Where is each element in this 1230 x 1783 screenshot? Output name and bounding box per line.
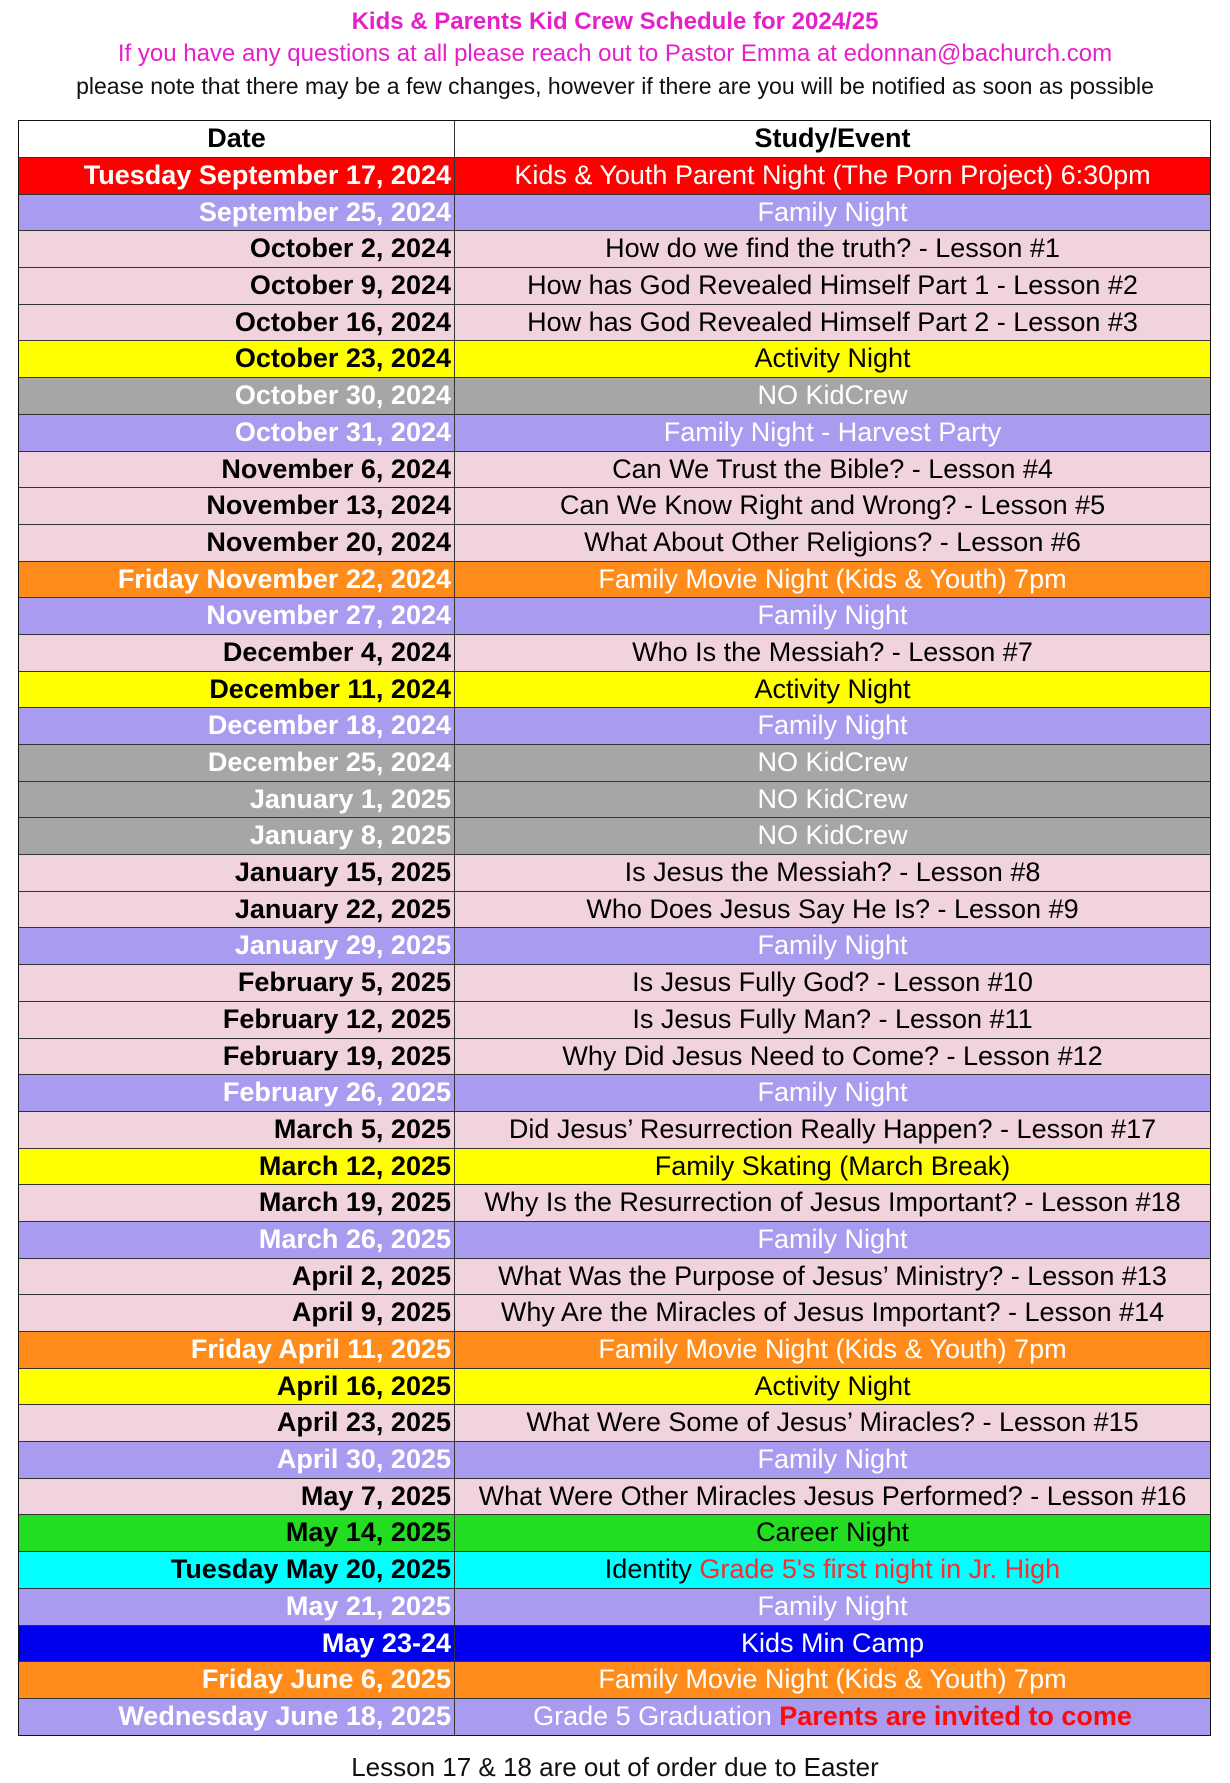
row-event	[455, 341, 1210, 377]
footer-note: Lesson 17 & 18 are out of order due to Easter	[351, 1752, 879, 1782]
row-event	[455, 1552, 1210, 1588]
row-event	[455, 635, 1210, 671]
table-row	[19, 744, 1210, 781]
row-event-text: Family Movie Night (Kids & Youth) 7pm	[598, 1334, 1067, 1364]
table-row	[19, 157, 1210, 194]
row-event-text: Is Jesus Fully Man? - Lesson #11	[632, 1003, 1033, 1034]
table-row	[19, 1331, 1210, 1368]
row-date: March 19, 2025	[19, 1185, 455, 1221]
row-event-text: Family Movie Night (Kids & Youth) 7pm	[598, 1664, 1067, 1695]
row-date: October 31, 2024	[19, 415, 455, 451]
row-event-highlight: Parents are invited to come	[779, 1700, 1132, 1731]
row-date: Wednesday June 18, 2025	[19, 1699, 455, 1735]
row-date: Tuesday September 17, 2024	[19, 158, 455, 194]
table-row	[19, 671, 1210, 708]
table-row	[19, 891, 1210, 928]
row-event	[455, 1589, 1210, 1625]
row-event	[455, 1332, 1210, 1368]
row-event-text: Did Jesus’ Resurrection Really Happen? - Lesson #17	[508, 1113, 1157, 1144]
row-date: April 2, 2025	[19, 1259, 455, 1295]
table-row	[19, 1184, 1210, 1221]
table-row	[19, 487, 1210, 524]
row-event	[455, 1295, 1210, 1331]
row-event-text: Activity Night	[754, 673, 911, 704]
row-event	[455, 818, 1210, 854]
row-date: January 29, 2025	[19, 928, 455, 964]
row-date: February 12, 2025	[19, 1002, 455, 1038]
row-date: December 4, 2024	[19, 635, 455, 671]
row-event-text: Is Jesus Fully God? - Lesson #10	[632, 967, 1033, 998]
table-row	[19, 561, 1210, 598]
table-row	[19, 1588, 1210, 1625]
row-event-text: Activity Night	[754, 1370, 911, 1401]
row-date: January 8, 2025	[19, 818, 455, 854]
row-event	[455, 1039, 1210, 1075]
row-event	[455, 1442, 1210, 1478]
row-date: December 18, 2024	[19, 708, 455, 744]
column-header-date: Date	[19, 121, 455, 157]
row-date: December 11, 2024	[19, 672, 455, 708]
row-event-text: Family Night	[757, 1077, 908, 1108]
row-event	[455, 452, 1210, 488]
row-event-text: Kids & Youth Parent Night (The Porn Project) 6:30pm	[514, 160, 1151, 190]
row-date: May 23-24	[19, 1626, 455, 1662]
row-event-text: Who Is the Messiah? - Lesson #7	[632, 636, 1033, 667]
row-event	[455, 415, 1210, 451]
row-date: November 13, 2024	[19, 488, 455, 524]
table-row	[19, 964, 1210, 1001]
table-row	[19, 267, 1210, 304]
table-row	[19, 1258, 1210, 1295]
table-row	[19, 194, 1210, 231]
row-event-text: Family Night - Harvest Party	[663, 416, 1002, 447]
row-event	[455, 1369, 1210, 1405]
row-date: October 9, 2024	[19, 268, 455, 304]
row-event-text: Family Night	[757, 1223, 908, 1254]
row-date: Friday November 22, 2024	[19, 562, 455, 598]
table-body	[19, 157, 1210, 1735]
row-event	[455, 708, 1210, 744]
table-row	[19, 597, 1210, 634]
row-event-text: Family Night	[757, 196, 908, 227]
row-event-text: Kids Min Camp	[740, 1627, 925, 1658]
table-row	[19, 377, 1210, 414]
table-row	[19, 634, 1210, 671]
row-event	[455, 378, 1210, 414]
row-event-text: Career Night	[755, 1517, 910, 1548]
table-row	[19, 1038, 1210, 1075]
row-event-text: Family Skating (March Break)	[654, 1150, 1011, 1181]
row-event-text: Family Night	[757, 600, 908, 631]
row-event	[455, 231, 1210, 267]
table-row	[19, 1221, 1210, 1258]
table-row	[19, 1478, 1210, 1515]
row-event	[455, 1662, 1210, 1698]
table-row	[19, 707, 1210, 744]
row-event	[455, 892, 1210, 928]
row-event	[455, 855, 1210, 891]
row-event-text: How do we find the truth? - Lesson #1	[605, 233, 1060, 264]
row-event-text: NO KidCrew	[757, 783, 908, 814]
row-event-text: NO KidCrew	[757, 820, 908, 851]
table-row	[19, 817, 1210, 854]
table-row	[19, 524, 1210, 561]
row-event-text: Family Night	[757, 1590, 908, 1621]
table-row	[19, 1441, 1210, 1478]
row-event	[455, 1626, 1210, 1662]
table-row	[19, 304, 1210, 341]
table-row	[19, 1698, 1210, 1735]
row-date: November 6, 2024	[19, 452, 455, 488]
row-event	[455, 965, 1210, 1001]
row-event-text: Can We Trust the Bible? - Lesson #4	[612, 453, 1053, 484]
row-date: February 26, 2025	[19, 1075, 455, 1111]
row-event	[455, 1222, 1210, 1258]
page-title: Kids & Parents Kid Crew Schedule for 2024/25	[351, 8, 879, 35]
row-date: May 14, 2025	[19, 1515, 455, 1551]
table-row	[19, 340, 1210, 377]
row-event	[455, 782, 1210, 818]
row-event	[455, 488, 1210, 524]
row-date: January 15, 2025	[19, 855, 455, 891]
table-row	[19, 1148, 1210, 1185]
row-event	[455, 195, 1210, 231]
row-date: November 27, 2024	[19, 598, 455, 634]
row-date: October 30, 2024	[19, 378, 455, 414]
row-date: March 5, 2025	[19, 1112, 455, 1148]
row-event	[455, 598, 1210, 634]
row-date: October 2, 2024	[19, 231, 455, 267]
row-event	[455, 158, 1210, 194]
row-event	[455, 1699, 1210, 1735]
row-event	[455, 268, 1210, 304]
table-row	[19, 1551, 1210, 1588]
row-date: February 19, 2025	[19, 1039, 455, 1075]
row-event-text: Family Movie Night (Kids & Youth) 7pm	[598, 563, 1067, 594]
row-event-text: Why Is the Resurrection of Jesus Important? - Lesson #18	[484, 1187, 1181, 1218]
row-event	[455, 745, 1210, 781]
row-event-text: Family Night	[757, 930, 908, 961]
row-date: May 21, 2025	[19, 1589, 455, 1625]
table-row	[19, 1625, 1210, 1662]
row-event	[455, 1405, 1210, 1441]
row-date: April 30, 2025	[19, 1442, 455, 1478]
table-row	[19, 1514, 1210, 1551]
row-event	[455, 1112, 1210, 1148]
row-event-text: NO KidCrew	[757, 380, 908, 411]
row-event-text: Family Night	[757, 710, 908, 741]
table-header-row	[19, 121, 1210, 157]
column-header-event: Study/Event	[754, 123, 911, 153]
row-event-text: Who Does Jesus Say He Is? - Lesson #9	[586, 893, 1079, 924]
table-row	[19, 854, 1210, 891]
row-event-text: Why Did Jesus Need to Come? - Lesson #12	[562, 1040, 1103, 1071]
row-event	[455, 1479, 1210, 1515]
row-event	[455, 525, 1210, 561]
row-event-text: Why Are the Miracles of Jesus Important? - Lesson #14	[500, 1297, 1165, 1328]
row-event-text: Can We Know Right and Wrong? - Lesson #5	[559, 490, 1106, 521]
row-event-text: What About Other Religions? - Lesson #6	[584, 526, 1081, 557]
row-date: April 9, 2025	[19, 1295, 455, 1331]
table-row	[19, 1111, 1210, 1148]
row-event-text: How has God Revealed Himself Part 1 - Lesson #2	[527, 270, 1138, 301]
row-event-text: What Were Other Miracles Jesus Performed? - Lesson #16	[478, 1480, 1187, 1511]
row-event-text: Is Jesus the Messiah? - Lesson #8	[624, 857, 1041, 888]
row-event-text: Identity	[604, 1554, 692, 1585]
row-date: April 23, 2025	[19, 1405, 455, 1441]
row-event	[455, 1149, 1210, 1185]
row-date: March 26, 2025	[19, 1222, 455, 1258]
row-date: Friday June 6, 2025	[19, 1662, 455, 1698]
schedule-table	[18, 120, 1211, 1736]
row-event	[455, 562, 1210, 598]
row-date: March 12, 2025	[19, 1149, 455, 1185]
table-row	[19, 1404, 1210, 1441]
row-event-text: What Was the Purpose of Jesus’ Ministry? - Lesson #13	[498, 1260, 1167, 1291]
row-event-text: Family Night	[757, 1444, 908, 1475]
row-date: May 7, 2025	[19, 1479, 455, 1515]
row-date: February 5, 2025	[19, 965, 455, 1001]
table-row	[19, 230, 1210, 267]
row-event-text: NO KidCrew	[757, 747, 908, 777]
row-event	[455, 1515, 1210, 1551]
table-row	[19, 451, 1210, 488]
table-row	[19, 1001, 1210, 1038]
row-date: April 16, 2025	[19, 1369, 455, 1405]
row-date: September 25, 2024	[19, 195, 455, 231]
changes-note: please note that there may be a few changes, however if there are you will be notified as soon as possible	[76, 73, 1154, 99]
row-date: November 20, 2024	[19, 525, 455, 561]
row-event-text: What Were Some of Jesus’ Miracles? - Lesson #15	[526, 1407, 1139, 1438]
row-date: January 22, 2025	[19, 892, 455, 928]
row-date: October 16, 2024	[19, 305, 455, 341]
row-event	[455, 1075, 1210, 1111]
row-event-text: How has God Revealed Himself Part 2 - Lesson #3	[527, 306, 1138, 337]
table-row	[19, 1661, 1210, 1698]
row-date: October 23, 2024	[19, 341, 455, 377]
table-row	[19, 781, 1210, 818]
row-date: December 25, 2024	[19, 745, 455, 781]
row-date: January 1, 2025	[19, 782, 455, 818]
row-date: Friday April 11, 2025	[19, 1332, 455, 1368]
row-event	[455, 1259, 1210, 1295]
table-row	[19, 414, 1210, 451]
row-date: Tuesday May 20, 2025	[19, 1552, 455, 1588]
row-event-highlight: Grade 5's first night in Jr. High	[699, 1554, 1061, 1585]
row-event	[455, 1185, 1210, 1221]
row-event	[455, 305, 1210, 341]
row-event	[455, 1002, 1210, 1038]
table-row	[19, 1074, 1210, 1111]
table-row	[19, 1294, 1210, 1331]
contact-line: If you have any questions at all please reach out to Pastor Emma at edonnan@bachurch.com	[117, 40, 1113, 67]
row-event-text: Grade 5 Graduation	[533, 1700, 772, 1731]
row-event	[455, 672, 1210, 708]
row-event	[455, 928, 1210, 964]
row-event-text: Activity Night	[754, 343, 911, 374]
table-row	[19, 927, 1210, 964]
table-row	[19, 1368, 1210, 1405]
